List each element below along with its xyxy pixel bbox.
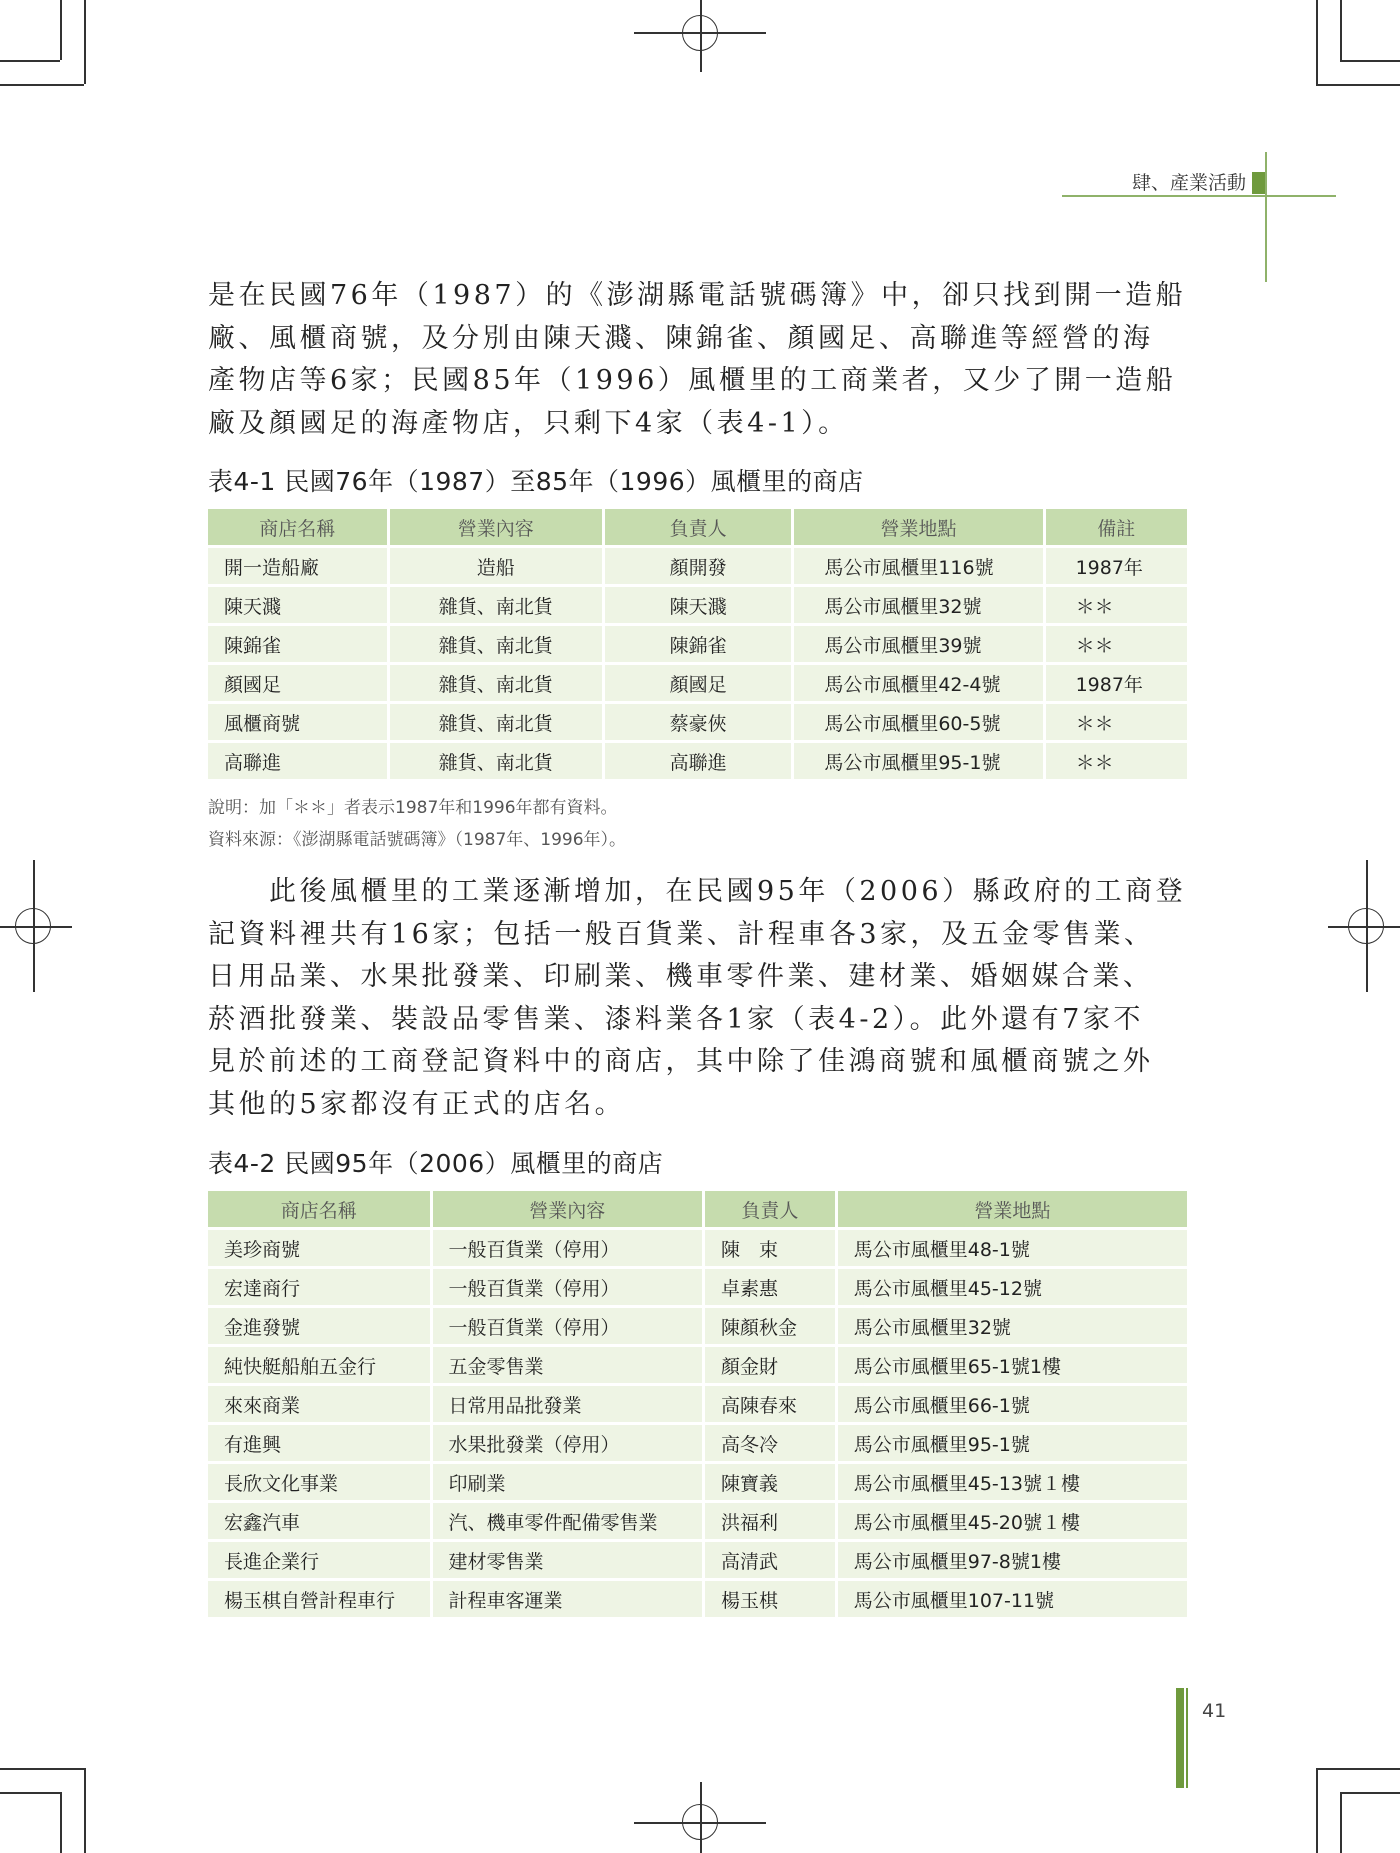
business-type: 雜貨、南北貨 <box>390 665 602 701</box>
text-line: 產物店等6家；民國85年（1996）風櫃里的工商業者，又少了開一造船 <box>208 365 1177 396</box>
owner: 楊玉棋 <box>705 1581 835 1617</box>
table-2 <box>205 1188 1190 1620</box>
business-type: 雜貨、南北貨 <box>390 704 602 740</box>
table-1-caption: 表4-1 民國76年（1987）至85年（1996）風櫃里的商店 <box>208 467 864 496</box>
business-type: 一般百貨業（停用） <box>433 1308 702 1344</box>
shop-name: 美珍商號 <box>208 1230 430 1266</box>
address: 馬公市風櫃里65-1號1樓 <box>838 1347 1187 1383</box>
owner: 顏開發 <box>605 548 791 584</box>
table-row <box>208 704 1187 740</box>
shop-name: 純快艇船舶五金行 <box>208 1347 430 1383</box>
column-header: 營業內容 <box>390 509 602 545</box>
remark: 1987年 <box>1046 665 1187 701</box>
business-type: 雜貨、南北貨 <box>390 626 602 662</box>
address: 馬公市風櫃里95-1號 <box>794 743 1042 779</box>
business-type: 雜貨、南北貨 <box>390 587 602 623</box>
shop-name: 金進發號 <box>208 1308 430 1344</box>
address: 馬公市風櫃里45-13號１樓 <box>838 1464 1187 1500</box>
owner: 陳 束 <box>705 1230 835 1266</box>
table-row <box>208 1503 1187 1539</box>
text-line: 是在民國76年（1987）的《澎湖縣電話號碼簿》中，卻只找到開一造船 <box>208 280 1187 311</box>
business-type: 汽、機車零件配備零售業 <box>433 1503 702 1539</box>
owner: 卓素惠 <box>705 1269 835 1305</box>
table-row <box>208 548 1187 584</box>
header-rule-vertical <box>1265 152 1267 282</box>
owner: 高清武 <box>705 1542 835 1578</box>
table-2-caption: 表4-2 民國95年（2006）風櫃里的商店 <box>208 1149 664 1178</box>
owner: 顏金財 <box>705 1347 835 1383</box>
shop-name: 宏達商行 <box>208 1269 430 1305</box>
text-line: 此後風櫃里的工業逐漸增加，在民國95年（2006）縣政府的工商登 <box>208 876 1187 907</box>
address: 馬公市風櫃里45-20號１樓 <box>838 1503 1187 1539</box>
page-number: 41 <box>1202 1700 1227 1722</box>
business-type: 水果批發業（停用） <box>433 1425 702 1461</box>
running-header: 肆、產業活動 <box>1131 172 1246 194</box>
owner: 高聯進 <box>605 743 791 779</box>
table-row <box>208 1386 1187 1422</box>
page-number-rule <box>1186 1688 1188 1788</box>
address: 馬公市風櫃里32號 <box>794 587 1042 623</box>
address: 馬公市風櫃里42-4號 <box>794 665 1042 701</box>
shop-name: 長欣文化事業 <box>208 1464 430 1500</box>
address: 馬公市風櫃里39號 <box>794 626 1042 662</box>
header-rule-horizontal <box>1062 195 1336 197</box>
table-row <box>208 1425 1187 1461</box>
table-row <box>208 1347 1187 1383</box>
column-header: 營業地點 <box>794 509 1042 545</box>
address: 馬公市風櫃里32號 <box>838 1308 1187 1344</box>
paragraph-1 <box>208 275 1192 445</box>
business-type: 造船 <box>390 548 602 584</box>
column-header: 商店名稱 <box>208 1191 430 1227</box>
remark: ＊＊ <box>1046 626 1187 662</box>
table-row <box>208 1230 1187 1266</box>
business-type: 印刷業 <box>433 1464 702 1500</box>
owner: 高冬冷 <box>705 1425 835 1461</box>
header-accent-block <box>1252 172 1266 194</box>
column-header: 商店名稱 <box>208 509 387 545</box>
table-1-note: 說明：加「＊＊」者表示1987年和1996年都有資料。 <box>208 798 618 818</box>
owner: 洪福利 <box>705 1503 835 1539</box>
column-header: 備註 <box>1046 509 1187 545</box>
address: 馬公市風櫃里60-5號 <box>794 704 1042 740</box>
address: 馬公市風櫃里66-1號 <box>838 1386 1187 1422</box>
text-line: 其他的5家都沒有正式的店名。 <box>208 1088 626 1120</box>
shop-name: 有進興 <box>208 1425 430 1461</box>
remark: ＊＊ <box>1046 587 1187 623</box>
shop-name: 來來商業 <box>208 1386 430 1422</box>
address: 馬公市風櫃里107-11號 <box>838 1581 1187 1617</box>
column-header: 負責人 <box>705 1191 835 1227</box>
text-line: 記資料裡共有16家；包括一般百貨業、計程車各3家，及五金零售業、 <box>208 918 1155 950</box>
business-type: 建材零售業 <box>433 1542 702 1578</box>
address: 馬公市風櫃里45-12號 <box>838 1269 1187 1305</box>
table-header-row <box>208 1191 1187 1227</box>
owner: 高陳春來 <box>705 1386 835 1422</box>
owner: 顏國足 <box>605 665 791 701</box>
table-1-source: 資料來源：《澎湖縣電話號碼簿》（1987年、1996年）。 <box>208 830 627 850</box>
business-type: 五金零售業 <box>433 1347 702 1383</box>
remark: ＊＊ <box>1046 704 1187 740</box>
shop-name: 陳錦雀 <box>208 626 387 662</box>
table-row <box>208 1581 1187 1617</box>
business-type: 計程車客運業 <box>433 1581 702 1617</box>
column-header: 營業內容 <box>433 1191 702 1227</box>
shop-name: 宏鑫汽車 <box>208 1503 430 1539</box>
text-line: 菸酒批發業、裝設品零售業、漆料業各1家（表4-2）。此外還有7家不 <box>208 1003 1144 1035</box>
owner: 陳天濺 <box>605 587 791 623</box>
business-type: 一般百貨業（停用） <box>433 1269 702 1305</box>
remark: 1987年 <box>1046 548 1187 584</box>
address: 馬公市風櫃里97-8號1樓 <box>838 1542 1187 1578</box>
table-1 <box>205 506 1190 782</box>
table-row <box>208 587 1187 623</box>
business-type: 雜貨、南北貨 <box>390 743 602 779</box>
table-row <box>208 1269 1187 1305</box>
shop-name: 長進企業行 <box>208 1542 430 1578</box>
owner: 蔡豪俠 <box>605 704 791 740</box>
text-line: 廠及顏國足的海產物店，只剩下4家（表4-1）。 <box>208 407 849 439</box>
shop-name: 開一造船廠 <box>208 548 387 584</box>
owner: 陳寶義 <box>705 1464 835 1500</box>
business-type: 一般百貨業（停用） <box>433 1230 702 1266</box>
address: 馬公市風櫃里95-1號 <box>838 1425 1187 1461</box>
table-header-row <box>208 509 1187 545</box>
shop-name: 陳天濺 <box>208 587 387 623</box>
business-type: 日常用品批發業 <box>433 1386 702 1422</box>
shop-name: 楊玉棋自營計程車行 <box>208 1581 430 1617</box>
text-line: 見於前述的工商登記資料中的商店，其中除了佳鴻商號和風櫃商號之外 <box>208 1046 1154 1077</box>
page-number-bar <box>1176 1688 1184 1788</box>
shop-name: 高聯進 <box>208 743 387 779</box>
owner: 陳錦雀 <box>605 626 791 662</box>
column-header: 營業地點 <box>838 1191 1187 1227</box>
owner: 陳顏秋金 <box>705 1308 835 1344</box>
shop-name: 風櫃商號 <box>208 704 387 740</box>
address: 馬公市風櫃里48-1號 <box>838 1230 1187 1266</box>
table-row <box>208 665 1187 701</box>
text-line: 日用品業、水果批發業、印刷業、機車零件業、建材業、婚姻媒合業、 <box>208 961 1154 992</box>
table-row <box>208 743 1187 779</box>
table-row <box>208 626 1187 662</box>
remark: ＊＊ <box>1046 743 1187 779</box>
address: 馬公市風櫃里116號 <box>794 548 1042 584</box>
text-line: 廠、風櫃商號，及分別由陳天濺、陳錦雀、顏國足、高聯進等經營的海 <box>208 322 1154 354</box>
table-row <box>208 1308 1187 1344</box>
table-row <box>208 1542 1187 1578</box>
column-header: 負責人 <box>605 509 791 545</box>
table-row <box>208 1464 1187 1500</box>
shop-name: 顏國足 <box>208 665 387 701</box>
paragraph-2 <box>208 871 1192 1126</box>
